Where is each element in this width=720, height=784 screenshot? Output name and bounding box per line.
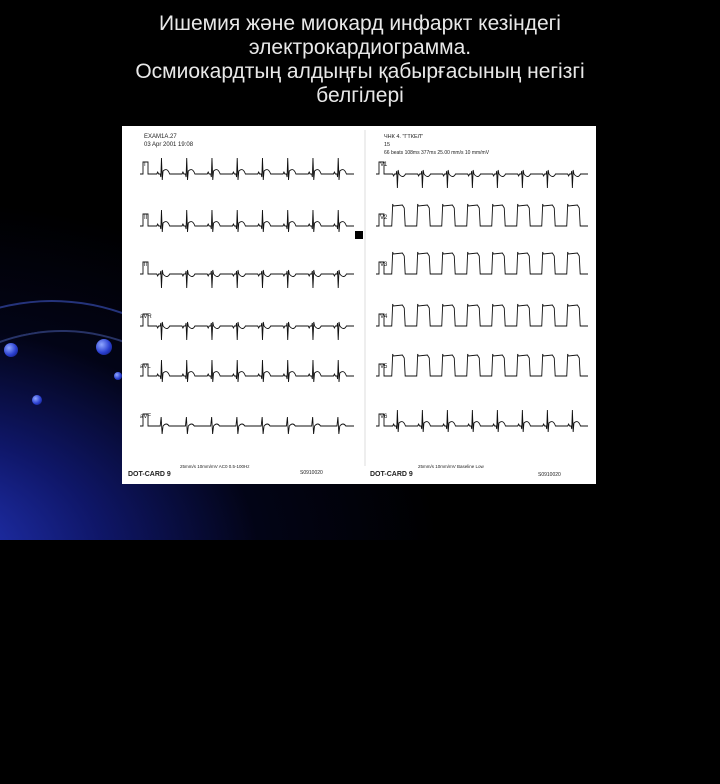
bullet-marker	[355, 231, 363, 239]
lead-label-V3: V3	[380, 262, 388, 268]
right-header-line-2: 15	[384, 142, 391, 148]
lead-label-V4: V4	[380, 314, 388, 320]
ecg-tracing	[122, 126, 596, 484]
ecg-lead-trace	[376, 304, 588, 326]
ecg-lead-trace	[140, 360, 354, 382]
decorative-dot	[96, 339, 112, 355]
left-header-line-1: EXAM1A.27	[144, 134, 177, 140]
lead-label-V6: V6	[380, 414, 388, 420]
decorative-dot	[32, 395, 42, 405]
ecg-lead-trace	[376, 162, 588, 188]
lead-label-V5: V5	[380, 364, 388, 370]
ecg-traces	[140, 130, 588, 466]
ecg-lead-trace	[376, 410, 588, 432]
ecg-lead-trace	[140, 262, 354, 288]
ecg-lead-trace	[140, 210, 354, 232]
right-header-line-1: ЧНК 4. "ГТКЕЛ"	[384, 134, 424, 140]
right-footer-text: 25mm/s 10mm/mV Baseline Low	[418, 464, 484, 469]
title-line-3: Осмиокардтың алдыңғы қабырғасының негізгі	[135, 60, 585, 83]
title-line-4: белгілері	[316, 84, 404, 107]
lead-label-I: I	[144, 162, 146, 168]
lead-label-V1: V1	[380, 162, 388, 168]
lead-label-aVF: aVF	[140, 414, 152, 420]
decorative-dot	[114, 372, 122, 380]
ecg-lead-trace	[376, 204, 588, 226]
ecg-lead-trace	[376, 354, 588, 376]
title-line-2: электрокардиограмма.	[248, 36, 472, 59]
right-header-line-3: 66 beats 108ms 377ms 25.00 mm/s 10 mm/mV	[384, 150, 490, 156]
left-header-line-2: 03 Apr 2001 19:08	[144, 142, 194, 148]
ecg-lead-trace	[140, 158, 354, 180]
left-footer-brand: DOT-CARD 9	[128, 471, 171, 478]
lead-label-aVL: aVL	[140, 364, 151, 370]
left-footer-text: 25mm/s 10mm/mV AC0 0.5-100Hz	[180, 464, 250, 469]
ecg-lead-trace	[140, 414, 354, 434]
lead-label-II: II	[144, 215, 148, 221]
right-footer-brand: DOT-CARD 9	[370, 471, 413, 478]
ecg-lead-trace	[376, 252, 588, 274]
right-footer-code: S0910020	[538, 472, 561, 478]
lead-label-aVR: aVR	[140, 314, 152, 320]
lead-label-III: III	[142, 262, 148, 268]
lead-label-V2: V2	[380, 215, 388, 221]
left-footer-code: S0910020	[300, 470, 323, 476]
decorative-dot	[4, 343, 18, 357]
ecg-image	[122, 126, 596, 484]
ecg-lead-trace	[140, 314, 354, 340]
title-line-1: Ишемия және миокард инфаркт кезіндегі	[159, 12, 561, 35]
slide-title	[60, 12, 660, 108]
